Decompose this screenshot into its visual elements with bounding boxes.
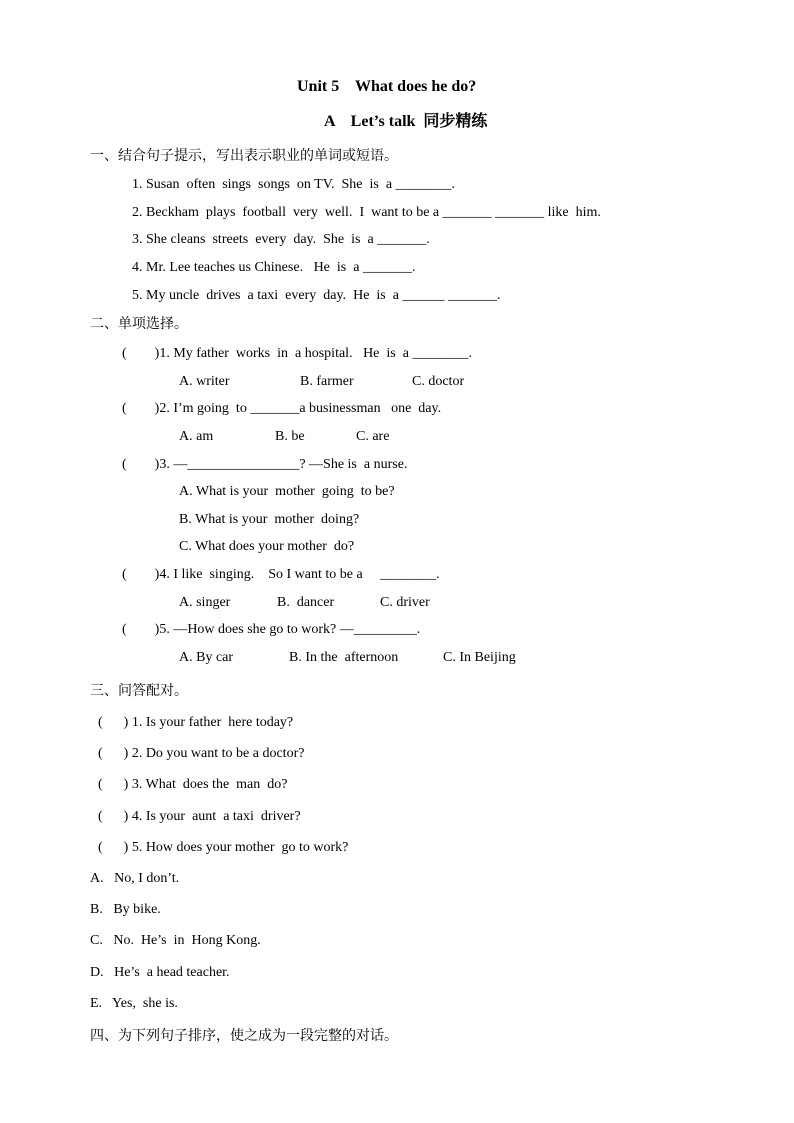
option-c: C. doctor — [412, 374, 465, 389]
matching-question: ( ) 5. How does your mother go to work? — [98, 840, 349, 855]
question-stem: ( )1. My father works in a hospital. He is a ________. — [122, 346, 472, 361]
section-3-heading: 三、问答配对。 — [90, 683, 188, 699]
option-c: C. are — [356, 429, 390, 444]
section-1-item: 2. Beckham plays football very well. I want to be a _______ _______ like him. — [132, 205, 601, 220]
option-a: A. am — [179, 429, 214, 444]
section-1-heading: 一、结合句子提示，写出表示职业的单词或短语。 — [90, 148, 398, 164]
matching-answer: C. No. He’s in Hong Kong. — [90, 933, 261, 948]
matching-answer: A. No, I don’t. — [90, 871, 180, 886]
option-b: B. be — [275, 429, 305, 444]
question-stem: ( )2. I’m going to _______a businessman one day. — [122, 401, 442, 416]
option-c: C. driver — [380, 595, 430, 610]
section-2-heading: 二、单项选择。 — [90, 316, 188, 332]
option-c: C. What does your mother do? — [179, 539, 355, 554]
question-stem: ( )4. I like singing. So I want to be a ________. — [122, 567, 440, 582]
option-b: B. What is your mother doing? — [179, 512, 360, 527]
matching-answer: B. By bike. — [90, 902, 161, 917]
section-4-heading: 四、为下列句子排序，使之成为一段完整的对话。 — [90, 1028, 398, 1044]
section-1-item: 5. My uncle drives a taxi every day. He is a ______ _______. — [132, 288, 501, 303]
page-title: Unit 5 What does he do? — [297, 78, 477, 95]
section-1-item: 4. Mr. Lee teaches us Chinese. He is a _______. — [132, 260, 416, 275]
option-a: A. singer — [179, 595, 231, 610]
option-b: B. In the afternoon — [289, 650, 399, 665]
matching-question: ( ) 3. What does the man do? — [98, 777, 288, 792]
matching-question: ( ) 1. Is your father here today? — [98, 715, 294, 730]
question-stem: ( )3. —________________? —She is a nurse. — [122, 457, 408, 472]
option-a: A. By car — [179, 650, 234, 665]
option-a: A. What is your mother going to be? — [179, 484, 395, 499]
section-1-item: 3. She cleans streets every day. She is a _______. — [132, 232, 430, 247]
question-stem: ( )5. —How does she go to work? —_________. — [122, 622, 421, 637]
page-subtitle: A Let’s talk 同步精练 — [324, 113, 488, 130]
option-b: B. farmer — [300, 374, 354, 389]
option-b: B. dancer — [277, 595, 335, 610]
option-c: C. In Beijing — [443, 650, 516, 665]
matching-answer: E. Yes, she is. — [90, 996, 178, 1011]
matching-question: ( ) 2. Do you want to be a doctor? — [98, 746, 305, 761]
matching-question: ( ) 4. Is your aunt a taxi driver? — [98, 809, 301, 824]
matching-answer: D. He’s a head teacher. — [90, 965, 230, 980]
section-1-item: 1. Susan often sings songs on TV. She is a ________. — [132, 177, 456, 192]
option-a: A. writer — [179, 374, 230, 389]
